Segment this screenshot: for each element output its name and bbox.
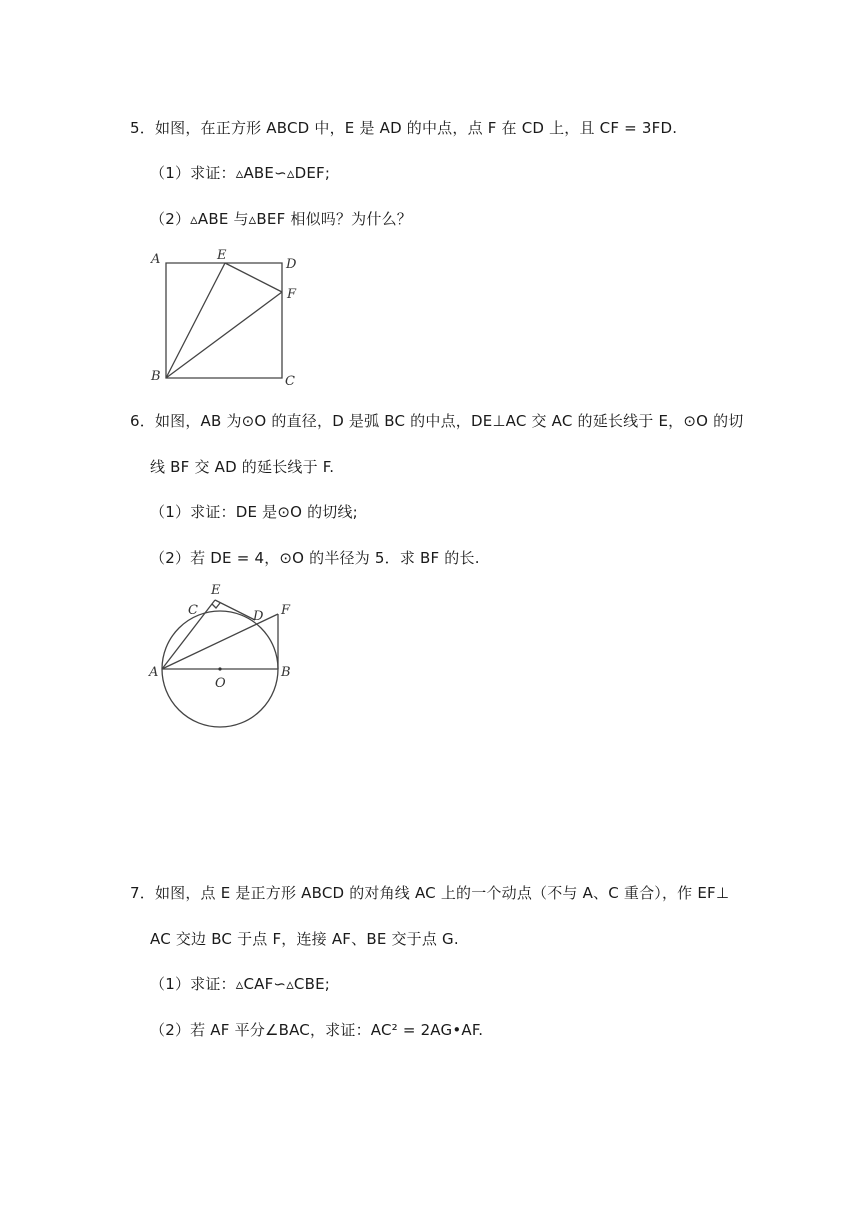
center-dot-o [218, 667, 221, 670]
segment-be [166, 263, 225, 378]
problem-7-stem-line-2: AC 交边 BC 于点 F，连接 AF、BE 交于点 G. [150, 930, 459, 948]
label-d: D [253, 609, 264, 624]
problem-7-part-1: （1）求证：▵CAF∽▵CBE; [150, 975, 331, 993]
square-abcd [166, 263, 282, 378]
label-e: E [211, 583, 221, 598]
label-a: A [151, 252, 161, 267]
segment-bf [166, 292, 282, 378]
problem-6-stem-line-2: 线 BF 交 AD 的延长线于 F. [150, 458, 335, 476]
label-e: E [217, 248, 227, 263]
problem-5-part-2: （2）▵ABE 与▵BEF 相似吗？为什么？ [150, 210, 412, 228]
problem-6-stem-line-1: 6．如图，AB 为⊙O 的直径，D 是弧 BC 的中点，DE⊥AC 交 AC 的延长线于 E，⊙O 的切 [130, 412, 744, 430]
right-angle-mark-e [212, 603, 220, 608]
label-f: F [287, 287, 297, 302]
problem-5-figure-square [145, 248, 315, 388]
label-b: B [151, 369, 161, 384]
label-d: D [286, 257, 297, 272]
segment-ed [215, 600, 255, 620]
label-b: B [281, 665, 291, 680]
problem-7-stem-line-1: 7．如图，点 E 是正方形 ABCD 的对角线 AC 上的一个动点（不与 A、C 重合），作 EF⊥ [130, 884, 730, 902]
problem-5-part-1: （1）求证：▵ABE∽▵DEF; [150, 164, 331, 182]
label-f: F [281, 603, 291, 618]
problem-5-stem-line-1: 5．如图，在正方形 ABCD 中，E 是 AD 的中点，点 F 在 CD 上，且 CF = 3FD. [130, 119, 678, 137]
problem-7-part-2: （2）若 AF 平分∠BAC，求证：AC² = 2AG•AF. [150, 1021, 484, 1039]
label-c: C [285, 374, 295, 388]
problem-6-part-2: （2）若 DE = 4，⊙O 的半径为 5．求 BF 的长. [150, 549, 480, 567]
problem-6-part-1: （1）求证：DE 是⊙O 的切线; [150, 503, 358, 521]
label-c: C [188, 603, 198, 618]
segment-ef [225, 263, 282, 292]
label-o: O [215, 676, 226, 691]
problem-6-figure-circle [145, 578, 315, 738]
label-a: A [149, 665, 159, 680]
